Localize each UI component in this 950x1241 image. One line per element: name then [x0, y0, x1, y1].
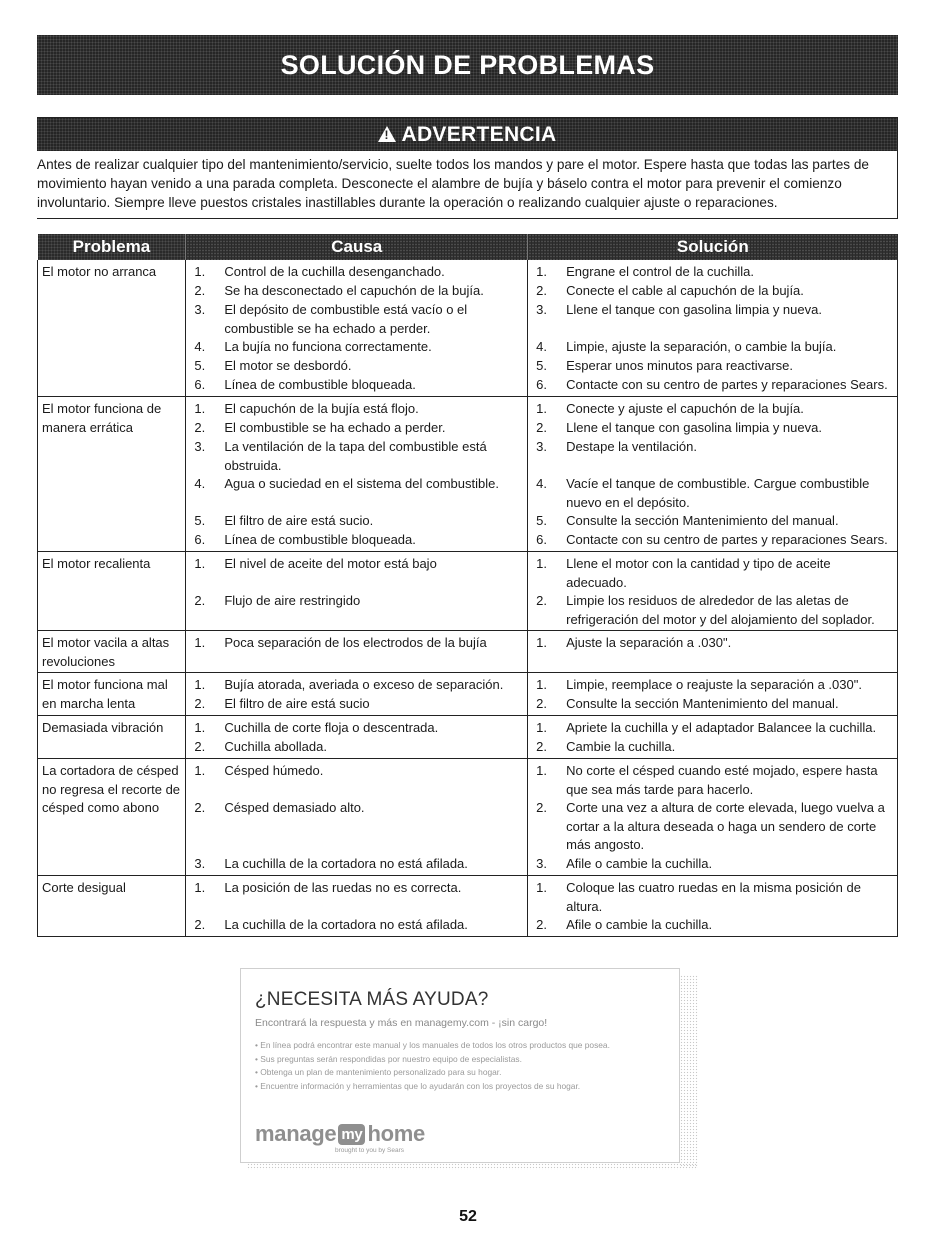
solution-number: 2.: [536, 283, 547, 298]
solution-item: [532, 357, 893, 376]
cause-item: [190, 695, 523, 714]
logo-byline: brought to you by Sears: [335, 1147, 405, 1154]
troubleshooting-table: [37, 234, 898, 937]
cause-text: Control de la cuchilla desenganchado.: [224, 264, 445, 279]
solution-cell: [528, 552, 898, 631]
cause-text: El combustible se ha echado a perder.: [224, 420, 446, 435]
cause-number: 2.: [194, 696, 206, 711]
solution-number: 5.: [536, 358, 547, 373]
solution-text: Destape la ventilación.: [566, 439, 697, 454]
cause-number: 1.: [194, 556, 206, 571]
cause-item: [190, 438, 523, 475]
solution-item: [532, 512, 893, 531]
solution-text: Llene el motor con la cantidad y tipo de aceite adecuado.: [566, 556, 831, 590]
cause-item: [190, 916, 523, 935]
cause-text: La cuchilla de la cortadora no está afilada.: [224, 856, 468, 871]
solution-text: Contacte con su centro de partes y reparaciones Sears.: [566, 532, 888, 547]
solution-item: [532, 634, 893, 653]
solution-list: [532, 719, 893, 757]
cause-item: [190, 634, 523, 653]
solution-text: Consulte la sección Mantenimiento del manual.: [566, 513, 839, 528]
help-bullet-list: [255, 1039, 610, 1093]
solution-item: [532, 301, 893, 338]
cause-cell: [186, 759, 528, 876]
solution-cell: [528, 673, 898, 716]
cause-item: [190, 475, 523, 512]
solution-number: 1.: [536, 880, 547, 895]
solution-number: 1.: [536, 556, 547, 571]
help-box-shadow: [680, 975, 698, 1167]
logo-text-my: my: [338, 1124, 365, 1145]
cause-text: Línea de combustible bloqueada.: [224, 377, 416, 392]
solution-number: 2.: [536, 917, 547, 932]
solution-number: 1.: [536, 264, 547, 279]
help-box: [240, 968, 680, 1163]
solution-number: 3.: [536, 856, 547, 871]
solution-cell: [528, 716, 898, 759]
cause-number: 1.: [194, 635, 206, 650]
cause-text: Agua o suciedad en el sistema del combustible.: [224, 476, 499, 491]
cause-list: [190, 762, 523, 874]
help-bullet: • Obtenga un plan de mantenimiento personalizado para su hogar.: [255, 1066, 610, 1080]
solution-item: [532, 419, 893, 438]
cause-number: 2.: [194, 420, 206, 435]
solution-item: [532, 475, 893, 512]
cause-item: [190, 676, 523, 695]
cause-text: La ventilación de la tapa del combustible está obstruida.: [224, 439, 487, 473]
solution-text: Engrane el control de la cuchilla.: [566, 264, 755, 279]
solution-list: [532, 555, 893, 629]
cause-item: [190, 719, 523, 738]
solution-text: Limpie, reemplace o reajuste la separación a .030".: [566, 677, 862, 692]
cause-text: Césped demasiado alto.: [224, 800, 365, 815]
cause-list: [190, 719, 523, 757]
cause-item: [190, 419, 523, 438]
solution-number: 4.: [536, 476, 547, 491]
cause-text: Flujo de aire restringido: [224, 593, 361, 608]
cause-number: 2.: [194, 739, 206, 754]
solution-number: 2.: [536, 800, 547, 815]
solution-item: [532, 338, 893, 357]
warning-text: Antes de realizar cualquier tipo del mantenimiento/servicio, suelte todos los mandos y pare el motor. Espere hasta que todas las partes de movimiento hayan venido a una parada completa. Desconecte el alambre de bujía y báselo contra el motor para prevenir el comienzo involuntario. Siempre lleve puestos cristales inastillables durante la operación o realizando cualquier ajuste o reparaciones.: [37, 157, 869, 210]
cause-text: La posición de las ruedas no es correcta.: [224, 880, 462, 895]
solution-text: No corte el césped cuando esté mojado, espere hasta que sea más tarde para hacerlo.: [566, 763, 878, 797]
page-number: 52: [459, 1208, 477, 1225]
cause-number: 1.: [194, 401, 206, 416]
solution-number: 3.: [536, 439, 547, 454]
solution-text: Consulte la sección Mantenimiento del manual.: [566, 696, 839, 711]
solution-item: [532, 282, 893, 301]
logo-text-manage: manage: [255, 1121, 337, 1146]
cause-number: 2.: [194, 917, 206, 932]
problem-cell: El motor no arranca: [38, 260, 186, 397]
cause-list: [190, 676, 523, 714]
help-box-shadow-bottom: [247, 1163, 698, 1170]
problem-cell: El motor funciona mal en marcha lenta: [38, 673, 186, 716]
table-body: [38, 260, 898, 937]
cause-number: 6.: [194, 532, 206, 547]
cause-cell: [186, 716, 528, 759]
solution-item: [532, 438, 893, 475]
cause-item: [190, 531, 523, 550]
cause-item: [190, 376, 523, 395]
solution-text: Limpie los residuos de alrededor de las aletas de refrigeración del motor y del alojamiento del soplador.: [566, 593, 875, 627]
cause-number: 3.: [194, 439, 206, 454]
cause-number: 3.: [194, 302, 206, 317]
solution-list: [532, 879, 893, 935]
cause-number: 1.: [194, 763, 206, 778]
solution-cell: [528, 631, 898, 673]
table-header-row: [38, 234, 898, 260]
cause-item: [190, 512, 523, 531]
logo-text-home: home: [367, 1121, 425, 1146]
solution-text: Cambie la cuchilla.: [566, 739, 676, 754]
table-row: [38, 397, 898, 552]
solution-number: 5.: [536, 513, 547, 528]
cause-number: 4.: [194, 476, 206, 491]
table-row: [38, 673, 898, 716]
cause-cell: [186, 631, 528, 673]
cause-item: [190, 738, 523, 757]
solution-number: 2.: [536, 739, 547, 754]
solution-text: Conecte y ajuste el capuchón de la bujía.: [566, 401, 804, 416]
cause-number: 5.: [194, 358, 206, 373]
section-title: SOLUCIÓN DE PROBLEMAS: [280, 49, 655, 80]
cause-list: [190, 879, 523, 935]
cause-item: [190, 263, 523, 282]
cause-text: Césped húmedo.: [224, 763, 324, 778]
help-title: ¿NECESITA MÁS AYUDA?: [255, 989, 489, 1010]
problem-cell: El motor funciona de manera errática: [38, 397, 186, 552]
warning-box: [37, 117, 898, 219]
solution-list: [532, 263, 893, 395]
cause-item: [190, 338, 523, 357]
solution-list: [532, 400, 893, 550]
table-row: [38, 631, 898, 673]
solution-item: [532, 879, 893, 916]
cause-item: [190, 357, 523, 376]
cause-item: [190, 555, 523, 592]
cause-text: El depósito de combustible está vacío o el combustible se ha echado a perder.: [224, 302, 468, 336]
problem-cell: El motor recalienta: [38, 552, 186, 631]
problem-cell: Demasiada vibración: [38, 716, 186, 759]
header-problem: Problema: [38, 234, 186, 260]
solution-number: 6.: [536, 377, 547, 392]
solution-number: 1.: [536, 720, 547, 735]
cause-item: [190, 282, 523, 301]
managemyhome-logo: [255, 1121, 425, 1147]
solution-item: [532, 263, 893, 282]
solution-text: Coloque las cuatro ruedas en la misma posición de altura.: [566, 880, 861, 914]
solution-number: 6.: [536, 532, 547, 547]
table-row: [38, 716, 898, 759]
solution-text: Contacte con su centro de partes y reparaciones Sears.: [566, 377, 888, 392]
solution-text: Limpie, ajuste la separación, o cambie la bujía.: [566, 339, 837, 354]
help-bullet: • Encuentre información y herramientas que lo ayudarán con los proyectos de su hogar.: [255, 1080, 610, 1094]
cause-item: [190, 592, 523, 629]
solution-number: 2.: [536, 696, 547, 711]
solution-item: [532, 762, 893, 799]
warning-triangle-icon: [378, 126, 396, 142]
solution-item: [532, 531, 893, 550]
section-banner: [37, 35, 898, 95]
cause-list: [190, 634, 523, 653]
problem-cell: La cortadora de césped no regresa el recorte de césped como abono: [38, 759, 186, 876]
cause-list: [190, 263, 523, 395]
header-solution: Solución: [528, 234, 898, 260]
solution-number: 1.: [536, 677, 547, 692]
cause-number: 1.: [194, 720, 206, 735]
solution-text: Conecte el cable al capuchón de la bujía.: [566, 283, 804, 298]
cause-number: 5.: [194, 513, 206, 528]
solution-number: 2.: [536, 593, 547, 608]
warning-title: ADVERTENCIA: [401, 122, 557, 146]
cause-text: El nivel de aceite del motor está bajo: [224, 556, 437, 571]
solution-number: 1.: [536, 763, 547, 778]
solution-list: [532, 676, 893, 714]
cause-text: La bujía no funciona correctamente.: [224, 339, 432, 354]
solution-text: Afile o cambie la cuchilla.: [566, 856, 713, 871]
solution-number: 4.: [536, 339, 547, 354]
solution-number: 3.: [536, 302, 547, 317]
cause-item: [190, 762, 523, 799]
solution-text: Apriete la cuchilla y el adaptador Balancee la cuchilla.: [566, 720, 877, 735]
solution-number: 1.: [536, 635, 547, 650]
help-bullet: • En línea podrá encontrar este manual y los manuales de todos los otros productos que posea.: [255, 1039, 610, 1053]
solution-text: Vacíe el tanque de combustible. Cargue combustible nuevo en el depósito.: [566, 476, 870, 510]
cause-item: [190, 301, 523, 338]
solution-item: [532, 376, 893, 395]
cause-text: El filtro de aire está sucio: [224, 696, 370, 711]
solution-text: Llene el tanque con gasolina limpia y nueva.: [566, 302, 822, 317]
header-cause: Causa: [186, 234, 528, 260]
solution-cell: [528, 876, 898, 937]
solution-cell: [528, 759, 898, 876]
problem-cell: El motor vacila a altas revoluciones: [38, 631, 186, 673]
cause-item: [190, 855, 523, 874]
solution-cell: [528, 397, 898, 552]
cause-text: Bujía atorada, averiada o exceso de separación.: [224, 677, 504, 692]
solution-text: Afile o cambie la cuchilla.: [566, 917, 713, 932]
cause-number: 2.: [194, 800, 206, 815]
cause-text: Línea de combustible bloqueada.: [224, 532, 416, 547]
cause-number: 2.: [194, 593, 206, 608]
solution-item: [532, 400, 893, 419]
solution-item: [532, 855, 893, 874]
solution-item: [532, 555, 893, 592]
solution-number: 1.: [536, 401, 547, 416]
cause-list: [190, 400, 523, 550]
cause-cell: [186, 552, 528, 631]
cause-cell: [186, 260, 528, 397]
solution-cell: [528, 260, 898, 397]
cause-number: 1.: [194, 880, 206, 895]
table-row: [38, 759, 898, 876]
cause-text: La cuchilla de la cortadora no está afilada.: [224, 917, 468, 932]
warning-header: [37, 118, 897, 151]
solution-list: [532, 762, 893, 874]
solution-text: Corte una vez a altura de corte elevada, luego vuelva a cortar a la altura deseada o haga un sendero de corte más angosto.: [566, 800, 885, 852]
solution-text: Ajuste la separación a .030".: [566, 635, 732, 650]
table-row: [38, 876, 898, 937]
solution-text: Esperar unos minutos para reactivarse.: [566, 358, 794, 373]
solution-item: [532, 916, 893, 935]
cause-text: Poca separación de los electrodos de la bujía: [224, 635, 487, 650]
help-bullet: • Sus preguntas serán respondidas por nuestro equipo de especialistas.: [255, 1053, 610, 1067]
cause-text: Se ha desconectado el capuchón de la bujía.: [224, 283, 484, 298]
cause-number: 4.: [194, 339, 206, 354]
solution-item: [532, 738, 893, 757]
help-subtitle: Encontrará la respuesta y más en managemy.com - ¡sin cargo!: [255, 1017, 548, 1029]
cause-text: El motor se desbordó.: [224, 358, 352, 373]
cause-number: 3.: [194, 856, 206, 871]
cause-text: El filtro de aire está sucio.: [224, 513, 374, 528]
cause-item: [190, 879, 523, 916]
solution-item: [532, 695, 893, 714]
table-row: [38, 552, 898, 631]
problem-cell: Corte desigual: [38, 876, 186, 937]
cause-item: [190, 799, 523, 855]
cause-cell: [186, 876, 528, 937]
solution-item: [532, 719, 893, 738]
cause-cell: [186, 673, 528, 716]
cause-text: El capuchón de la bujía está flojo.: [224, 401, 419, 416]
cause-cell: [186, 397, 528, 552]
table-row: [38, 260, 898, 397]
solution-item: [532, 676, 893, 695]
solution-item: [532, 799, 893, 855]
cause-number: 1.: [194, 264, 206, 279]
cause-list: [190, 555, 523, 629]
solution-text: Llene el tanque con gasolina limpia y nueva.: [566, 420, 822, 435]
cause-item: [190, 400, 523, 419]
solution-list: [532, 634, 893, 653]
cause-text: Cuchilla abollada.: [224, 739, 327, 754]
cause-number: 2.: [194, 283, 206, 298]
cause-number: 1.: [194, 677, 206, 692]
solution-number: 2.: [536, 420, 547, 435]
cause-number: 6.: [194, 377, 206, 392]
solution-item: [532, 592, 893, 629]
cause-text: Cuchilla de corte floja o descentrada.: [224, 720, 439, 735]
